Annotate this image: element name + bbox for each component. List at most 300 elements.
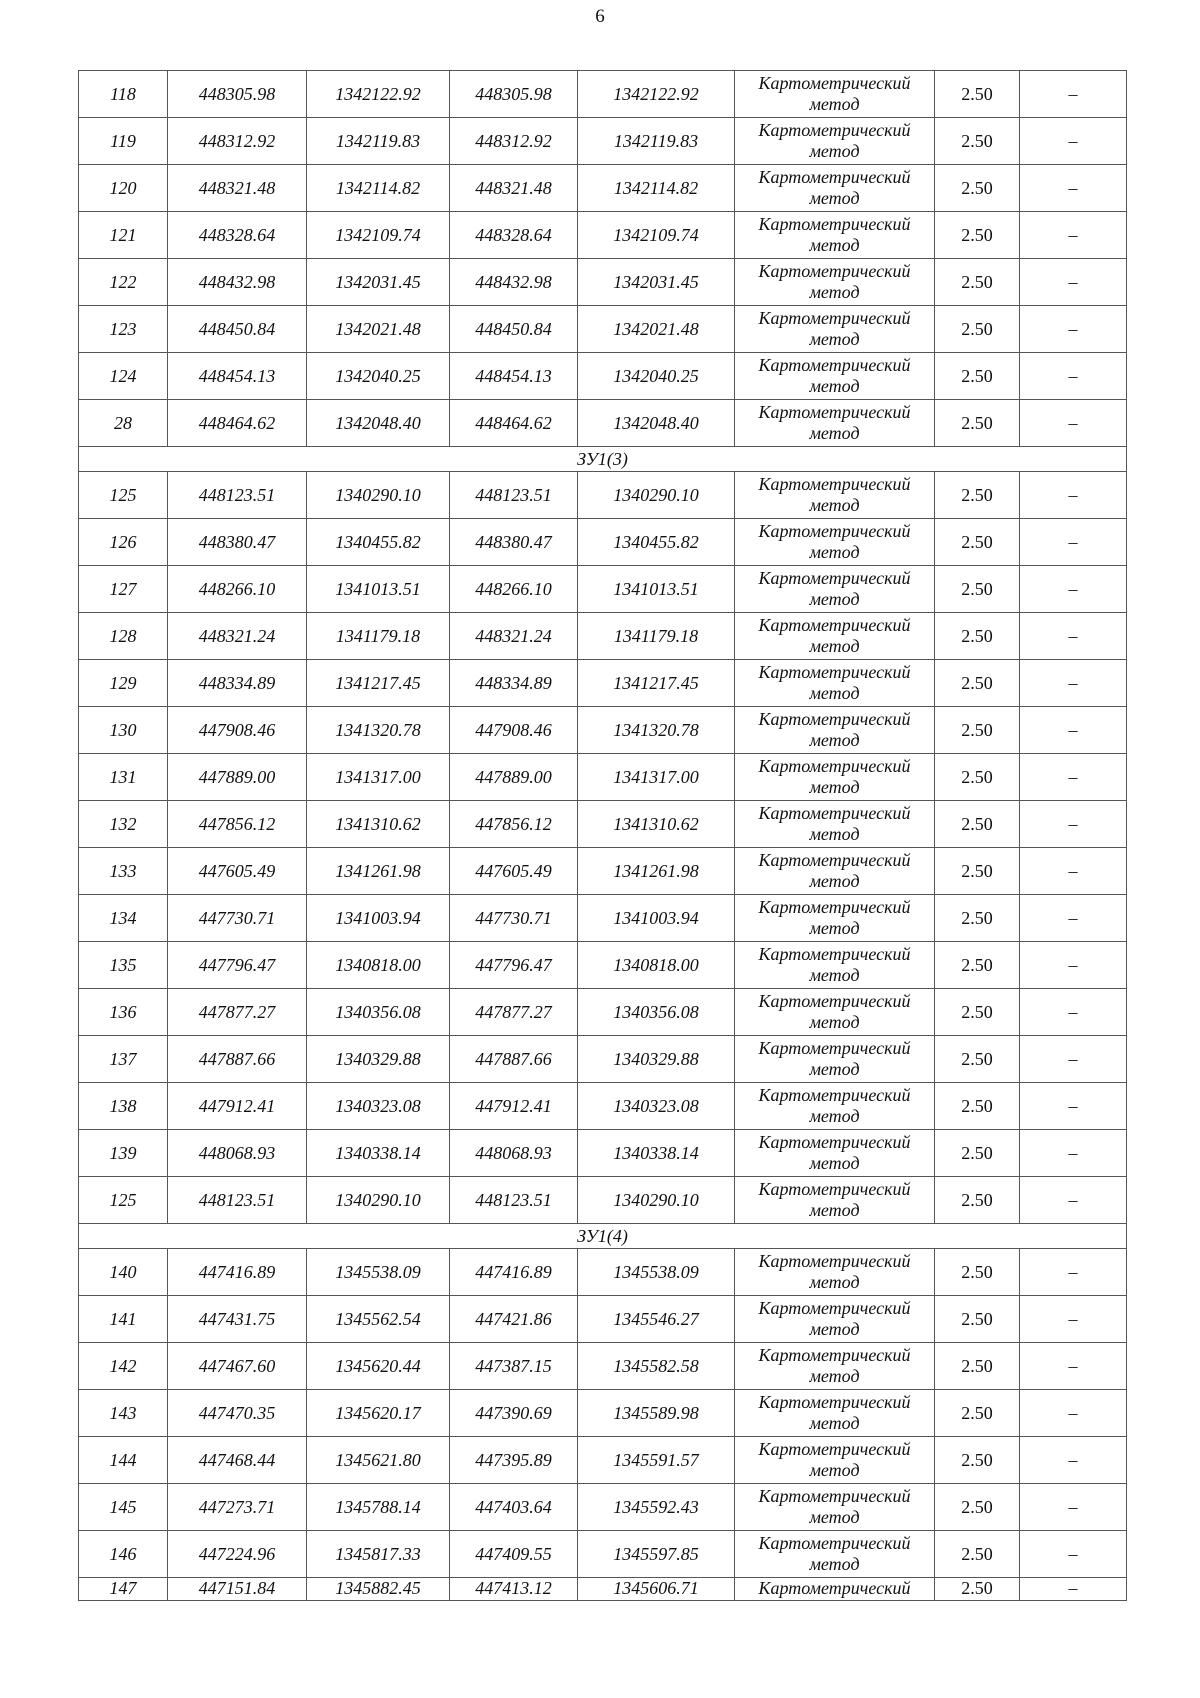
method-cell — [735, 989, 935, 1036]
description-cell: – — [1020, 71, 1127, 118]
method-cell — [735, 613, 935, 660]
y-existing-cell: 1342122.92 — [307, 71, 450, 118]
table-row — [79, 613, 1127, 660]
accuracy-cell: 2.50 — [935, 1343, 1020, 1390]
description-cell: – — [1020, 353, 1127, 400]
accuracy-cell: 2.50 — [935, 660, 1020, 707]
y-existing-cell: 1341317.00 — [307, 754, 450, 801]
section-row — [79, 447, 1127, 472]
table-row — [79, 942, 1127, 989]
accuracy-cell: 2.50 — [935, 895, 1020, 942]
point-number-cell: 120 — [79, 165, 168, 212]
point-number-cell: 127 — [79, 566, 168, 613]
x-cell: 447390.69 — [450, 1390, 578, 1437]
x-existing-cell: 447467.60 — [168, 1343, 307, 1390]
method-cell — [735, 1083, 935, 1130]
description-cell: – — [1020, 754, 1127, 801]
x-existing-cell: 447796.47 — [168, 942, 307, 989]
x-existing-cell: 447730.71 — [168, 895, 307, 942]
x-cell: 447796.47 — [450, 942, 578, 989]
accuracy-cell: 2.50 — [935, 989, 1020, 1036]
description-cell: – — [1020, 660, 1127, 707]
table-row — [79, 801, 1127, 848]
table-row — [79, 848, 1127, 895]
method-cell — [735, 1484, 935, 1531]
method-line-2: метод — [809, 1413, 860, 1433]
y-existing-cell: 1342114.82 — [307, 165, 450, 212]
point-number-cell: 145 — [79, 1484, 168, 1531]
x-cell: 447413.12 — [450, 1578, 578, 1601]
method-line-2: метод — [809, 1319, 860, 1339]
method-cell — [735, 1130, 935, 1177]
point-number-cell: 144 — [79, 1437, 168, 1484]
table-row — [79, 1437, 1127, 1484]
method-line-2: метод — [809, 683, 860, 703]
method-cell — [735, 1343, 935, 1390]
method-line-1: Картометрический — [758, 355, 911, 375]
description-cell: – — [1020, 212, 1127, 259]
point-number-cell: 140 — [79, 1249, 168, 1296]
method-line-2: метод — [809, 1366, 860, 1386]
x-existing-cell: 447877.27 — [168, 989, 307, 1036]
table-row — [79, 1296, 1127, 1343]
y-cell: 1345591.57 — [578, 1437, 735, 1484]
table-row — [79, 989, 1127, 1036]
method-line-2: метод — [809, 376, 860, 396]
y-existing-cell: 1345817.33 — [307, 1531, 450, 1578]
x-cell: 448432.98 — [450, 259, 578, 306]
method-line-1: Картометрический — [758, 167, 911, 187]
x-cell: 447912.41 — [450, 1083, 578, 1130]
x-cell: 447395.89 — [450, 1437, 578, 1484]
method-cell — [735, 472, 935, 519]
method-line-2: метод — [809, 730, 860, 750]
description-cell: – — [1020, 1177, 1127, 1224]
y-existing-cell: 1345620.44 — [307, 1343, 450, 1390]
accuracy-cell: 2.50 — [935, 71, 1020, 118]
description-cell: – — [1020, 1531, 1127, 1578]
section-label: ЗУ1(3) — [79, 447, 1127, 472]
accuracy-cell: 2.50 — [935, 1390, 1020, 1437]
y-existing-cell: 1340290.10 — [307, 472, 450, 519]
description-cell: – — [1020, 259, 1127, 306]
x-existing-cell: 448454.13 — [168, 353, 307, 400]
x-cell: 447605.49 — [450, 848, 578, 895]
method-line-1: Картометрический — [758, 803, 911, 823]
y-cell: 1340329.88 — [578, 1036, 735, 1083]
description-cell: – — [1020, 848, 1127, 895]
method-cell — [735, 400, 935, 447]
table-row — [79, 566, 1127, 613]
accuracy-cell: 2.50 — [935, 472, 1020, 519]
method-line-1: Картометрический — [758, 1345, 911, 1365]
x-existing-cell: 448450.84 — [168, 306, 307, 353]
accuracy-cell: 2.50 — [935, 1249, 1020, 1296]
y-cell: 1345582.58 — [578, 1343, 735, 1390]
y-existing-cell: 1345621.80 — [307, 1437, 450, 1484]
method-line-1: Картометрический — [758, 662, 911, 682]
table-row — [79, 1036, 1127, 1083]
x-existing-cell: 447468.44 — [168, 1437, 307, 1484]
point-number-cell: 137 — [79, 1036, 168, 1083]
description-cell: – — [1020, 942, 1127, 989]
method-cell — [735, 1249, 935, 1296]
y-cell: 1342031.45 — [578, 259, 735, 306]
y-existing-cell: 1345788.14 — [307, 1484, 450, 1531]
method-line-1: Картометрический — [758, 73, 911, 93]
x-existing-cell: 447912.41 — [168, 1083, 307, 1130]
method-line-2: метод — [809, 918, 860, 938]
x-cell: 447387.15 — [450, 1343, 578, 1390]
point-number-cell: 134 — [79, 895, 168, 942]
x-existing-cell: 447887.66 — [168, 1036, 307, 1083]
table-row — [79, 1390, 1127, 1437]
y-cell: 1341217.45 — [578, 660, 735, 707]
y-cell: 1342109.74 — [578, 212, 735, 259]
y-cell: 1342021.48 — [578, 306, 735, 353]
x-existing-cell: 448321.24 — [168, 613, 307, 660]
accuracy-cell: 2.50 — [935, 801, 1020, 848]
description-cell: – — [1020, 1437, 1127, 1484]
method-cell — [735, 660, 935, 707]
y-existing-cell: 1340338.14 — [307, 1130, 450, 1177]
page-number: 6 — [595, 6, 605, 27]
accuracy-cell: 2.50 — [935, 212, 1020, 259]
y-existing-cell: 1340290.10 — [307, 1177, 450, 1224]
y-cell: 1345592.43 — [578, 1484, 735, 1531]
method-line-2: метод — [809, 282, 860, 302]
description-cell: – — [1020, 1390, 1127, 1437]
description-cell: – — [1020, 895, 1127, 942]
x-cell: 448068.93 — [450, 1130, 578, 1177]
y-cell: 1340818.00 — [578, 942, 735, 989]
method-line-2: метод — [809, 1200, 860, 1220]
method-line-1: Картометрический — [758, 615, 911, 635]
table-row — [79, 259, 1127, 306]
y-cell: 1342048.40 — [578, 400, 735, 447]
point-number-cell: 142 — [79, 1343, 168, 1390]
accuracy-cell: 2.50 — [935, 1083, 1020, 1130]
description-cell: – — [1020, 400, 1127, 447]
point-number-cell: 135 — [79, 942, 168, 989]
point-number-cell: 124 — [79, 353, 168, 400]
description-cell: – — [1020, 989, 1127, 1036]
description-cell: – — [1020, 1036, 1127, 1083]
point-number-cell: 141 — [79, 1296, 168, 1343]
x-existing-cell: 448266.10 — [168, 566, 307, 613]
y-cell: 1340356.08 — [578, 989, 735, 1036]
point-number-cell: 119 — [79, 118, 168, 165]
x-cell: 448328.64 — [450, 212, 578, 259]
accuracy-cell: 2.50 — [935, 1484, 1020, 1531]
y-cell: 1345546.27 — [578, 1296, 735, 1343]
x-existing-cell: 448334.89 — [168, 660, 307, 707]
method-line-1: Картометрический — [758, 308, 911, 328]
method-cell — [735, 353, 935, 400]
x-existing-cell: 448328.64 — [168, 212, 307, 259]
x-existing-cell: 448380.47 — [168, 519, 307, 566]
x-cell: 448123.51 — [450, 472, 578, 519]
x-cell: 447889.00 — [450, 754, 578, 801]
method-cell — [735, 165, 935, 212]
method-line-1: Картометрический — [758, 1132, 911, 1152]
y-existing-cell: 1345562.54 — [307, 1296, 450, 1343]
method-cell — [735, 1578, 935, 1601]
description-cell: – — [1020, 566, 1127, 613]
x-existing-cell: 448464.62 — [168, 400, 307, 447]
description-cell: – — [1020, 165, 1127, 212]
method-line-2: метод — [809, 1460, 860, 1480]
description-cell: – — [1020, 707, 1127, 754]
y-existing-cell: 1345882.45 — [307, 1578, 450, 1601]
table-row — [79, 1249, 1127, 1296]
x-cell: 447887.66 — [450, 1036, 578, 1083]
x-cell: 448464.62 — [450, 400, 578, 447]
table-row — [79, 306, 1127, 353]
method-line-2: метод — [809, 1507, 860, 1527]
table-row — [79, 1531, 1127, 1578]
point-number-cell: 123 — [79, 306, 168, 353]
method-cell — [735, 566, 935, 613]
y-existing-cell: 1342040.25 — [307, 353, 450, 400]
accuracy-cell: 2.50 — [935, 519, 1020, 566]
table-row — [79, 212, 1127, 259]
method-line-1: Картометрический — [758, 991, 911, 1011]
point-number-cell: 118 — [79, 71, 168, 118]
method-line-2: метод — [809, 777, 860, 797]
table-row — [79, 895, 1127, 942]
method-line-2: метод — [809, 1153, 860, 1173]
description-cell: – — [1020, 118, 1127, 165]
method-line-2: метод — [809, 589, 860, 609]
y-existing-cell: 1341261.98 — [307, 848, 450, 895]
description-cell: – — [1020, 1083, 1127, 1130]
method-line-2: метод — [809, 542, 860, 562]
method-line-2: метод — [809, 636, 860, 656]
table-row — [79, 472, 1127, 519]
method-cell — [735, 306, 935, 353]
method-line-1: Картометрический — [758, 568, 911, 588]
y-existing-cell: 1342031.45 — [307, 259, 450, 306]
point-number-cell: 131 — [79, 754, 168, 801]
x-cell: 447877.27 — [450, 989, 578, 1036]
x-existing-cell: 447273.71 — [168, 1484, 307, 1531]
accuracy-cell: 2.50 — [935, 118, 1020, 165]
table-body — [79, 71, 1127, 1601]
method-cell — [735, 1390, 935, 1437]
description-cell: – — [1020, 801, 1127, 848]
table-row — [79, 519, 1127, 566]
x-cell: 447416.89 — [450, 1249, 578, 1296]
method-cell — [735, 942, 935, 989]
method-line-2: метод — [809, 94, 860, 114]
method-cell — [735, 259, 935, 306]
method-line-2: метод — [809, 423, 860, 443]
method-line-1: Картометрический — [758, 1251, 911, 1271]
method-line-1: Картометрический — [758, 1038, 911, 1058]
x-cell: 447409.55 — [450, 1531, 578, 1578]
y-existing-cell: 1340455.82 — [307, 519, 450, 566]
y-existing-cell: 1341003.94 — [307, 895, 450, 942]
y-cell: 1341320.78 — [578, 707, 735, 754]
x-cell: 448312.92 — [450, 118, 578, 165]
y-cell: 1341310.62 — [578, 801, 735, 848]
accuracy-cell: 2.50 — [935, 1177, 1020, 1224]
y-cell: 1342114.82 — [578, 165, 735, 212]
point-number-cell: 125 — [79, 1177, 168, 1224]
x-existing-cell: 448123.51 — [168, 472, 307, 519]
x-cell: 447908.46 — [450, 707, 578, 754]
y-existing-cell: 1341320.78 — [307, 707, 450, 754]
method-line-2: метод — [809, 141, 860, 161]
method-line-1: Картометрический — [758, 261, 911, 281]
x-existing-cell: 448321.48 — [168, 165, 307, 212]
method-cell — [735, 71, 935, 118]
x-cell: 448450.84 — [450, 306, 578, 353]
x-cell: 447730.71 — [450, 895, 578, 942]
accuracy-cell: 2.50 — [935, 353, 1020, 400]
y-existing-cell: 1345538.09 — [307, 1249, 450, 1296]
y-cell: 1340323.08 — [578, 1083, 735, 1130]
description-cell: – — [1020, 1296, 1127, 1343]
y-cell: 1342119.83 — [578, 118, 735, 165]
accuracy-cell: 2.50 — [935, 1130, 1020, 1177]
method-line-2: метод — [809, 1012, 860, 1032]
method-cell — [735, 212, 935, 259]
method-line-1: Картометрический — [758, 214, 911, 234]
point-number-cell: 130 — [79, 707, 168, 754]
method-line-1: Картометрический — [758, 1533, 911, 1553]
y-existing-cell: 1340329.88 — [307, 1036, 450, 1083]
method-line-2: метод — [809, 871, 860, 891]
point-number-cell: 121 — [79, 212, 168, 259]
y-existing-cell: 1342021.48 — [307, 306, 450, 353]
method-line-2: метод — [809, 1059, 860, 1079]
accuracy-cell: 2.50 — [935, 566, 1020, 613]
method-cell — [735, 1177, 935, 1224]
description-cell: – — [1020, 1130, 1127, 1177]
table-row — [79, 707, 1127, 754]
description-cell: – — [1020, 472, 1127, 519]
x-existing-cell: 447224.96 — [168, 1531, 307, 1578]
description-cell: – — [1020, 1343, 1127, 1390]
x-cell: 447856.12 — [450, 801, 578, 848]
x-existing-cell: 448312.92 — [168, 118, 307, 165]
y-cell: 1340338.14 — [578, 1130, 735, 1177]
y-existing-cell: 1342119.83 — [307, 118, 450, 165]
accuracy-cell: 2.50 — [935, 707, 1020, 754]
y-cell: 1345606.71 — [578, 1578, 735, 1601]
y-cell: 1341179.18 — [578, 613, 735, 660]
method-cell — [735, 754, 935, 801]
x-existing-cell: 447151.84 — [168, 1578, 307, 1601]
accuracy-cell: 2.50 — [935, 613, 1020, 660]
table-row — [79, 1083, 1127, 1130]
method-line-1: Картометрический — [758, 1392, 911, 1412]
point-number-cell: 133 — [79, 848, 168, 895]
table-row — [79, 400, 1127, 447]
method-line-1: Картометрический — [758, 944, 911, 964]
accuracy-cell: 2.50 — [935, 306, 1020, 353]
x-existing-cell: 448305.98 — [168, 71, 307, 118]
method-line-2: метод — [809, 1106, 860, 1126]
method-line-2: метод — [809, 188, 860, 208]
y-cell: 1340290.10 — [578, 472, 735, 519]
x-existing-cell: 448123.51 — [168, 1177, 307, 1224]
table-row — [79, 660, 1127, 707]
y-existing-cell: 1341179.18 — [307, 613, 450, 660]
method-line-1: Картометрический — [758, 1085, 911, 1105]
method-cell — [735, 118, 935, 165]
x-existing-cell: 447889.00 — [168, 754, 307, 801]
description-cell: – — [1020, 519, 1127, 566]
x-existing-cell: 447908.46 — [168, 707, 307, 754]
method-line-2: метод — [809, 1554, 860, 1574]
x-existing-cell: 447470.35 — [168, 1390, 307, 1437]
table-row — [79, 353, 1127, 400]
x-existing-cell: 447856.12 — [168, 801, 307, 848]
point-number-cell: 146 — [79, 1531, 168, 1578]
y-cell: 1341013.51 — [578, 566, 735, 613]
point-number-cell: 28 — [79, 400, 168, 447]
y-existing-cell: 1341310.62 — [307, 801, 450, 848]
accuracy-cell: 2.50 — [935, 259, 1020, 306]
method-line-1: Картометрический — [758, 897, 911, 917]
point-number-cell: 139 — [79, 1130, 168, 1177]
method-line-2: метод — [809, 965, 860, 985]
table-row — [79, 165, 1127, 212]
accuracy-cell: 2.50 — [935, 942, 1020, 989]
method-line-1: Картометрический — [758, 120, 911, 140]
x-existing-cell: 447416.89 — [168, 1249, 307, 1296]
accuracy-cell: 2.50 — [935, 1296, 1020, 1343]
y-existing-cell: 1340356.08 — [307, 989, 450, 1036]
method-line-1: Картометрический — [758, 1578, 911, 1598]
y-cell: 1340290.10 — [578, 1177, 735, 1224]
description-cell: – — [1020, 306, 1127, 353]
y-cell: 1342040.25 — [578, 353, 735, 400]
method-line-1: Картометрический — [758, 1298, 911, 1318]
y-cell: 1340455.82 — [578, 519, 735, 566]
accuracy-cell: 2.50 — [935, 754, 1020, 801]
x-cell: 448380.47 — [450, 519, 578, 566]
coordinates-table — [78, 70, 1127, 1601]
y-cell: 1341003.94 — [578, 895, 735, 942]
table-row — [79, 71, 1127, 118]
x-cell: 448321.24 — [450, 613, 578, 660]
x-cell: 448266.10 — [450, 566, 578, 613]
method-line-2: метод — [809, 1272, 860, 1292]
method-line-1: Картометрический — [758, 402, 911, 422]
table-row — [79, 1484, 1127, 1531]
accuracy-cell: 2.50 — [935, 1437, 1020, 1484]
x-existing-cell: 448068.93 — [168, 1130, 307, 1177]
y-cell: 1342122.92 — [578, 71, 735, 118]
point-number-cell: 122 — [79, 259, 168, 306]
method-cell — [735, 848, 935, 895]
section-label: ЗУ1(4) — [79, 1224, 1127, 1249]
table-row — [79, 1343, 1127, 1390]
point-number-cell: 129 — [79, 660, 168, 707]
point-number-cell: 138 — [79, 1083, 168, 1130]
x-cell: 448454.13 — [450, 353, 578, 400]
point-number-cell: 126 — [79, 519, 168, 566]
accuracy-cell: 2.50 — [935, 1531, 1020, 1578]
table-row — [79, 118, 1127, 165]
y-cell: 1341317.00 — [578, 754, 735, 801]
table-row — [79, 1130, 1127, 1177]
method-line-1: Картометрический — [758, 1179, 911, 1199]
